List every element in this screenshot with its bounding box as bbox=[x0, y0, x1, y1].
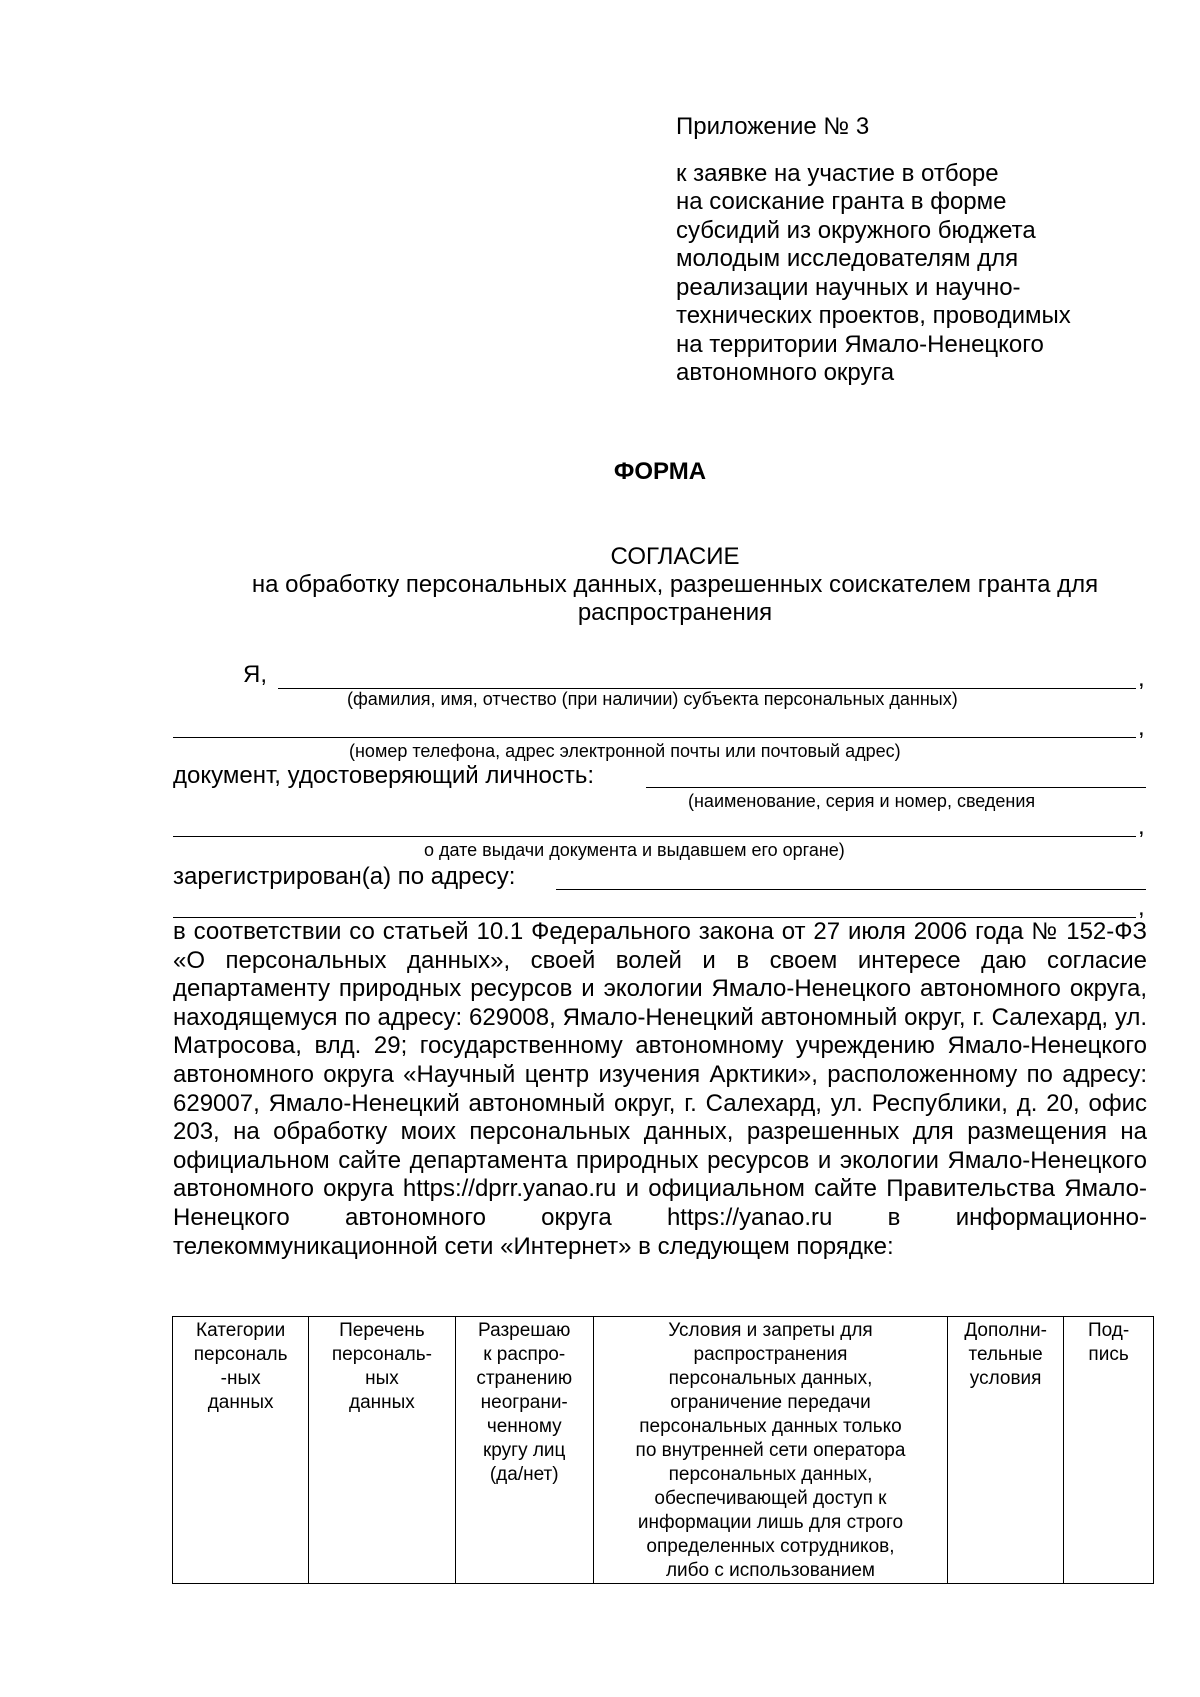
appendix-line: на соискание гранта в форме bbox=[676, 188, 1007, 215]
appendix-block bbox=[676, 113, 1136, 388]
consent-table bbox=[172, 1316, 1154, 1584]
cell-line: условия bbox=[969, 1368, 1042, 1389]
document-field[interactable] bbox=[646, 787, 1146, 788]
table-header-cell bbox=[1064, 1317, 1154, 1584]
comma: , bbox=[1138, 894, 1145, 921]
cell-line: странению bbox=[476, 1368, 573, 1389]
cell-line: Категории bbox=[196, 1320, 286, 1341]
consent-subtitle-line: распространения bbox=[577, 599, 773, 626]
address-field[interactable] bbox=[556, 889, 1146, 890]
cell-line: персональ bbox=[193, 1344, 288, 1365]
address-label: зарегистрирован(а) по адресу: bbox=[173, 863, 516, 890]
contact-field[interactable] bbox=[173, 737, 1136, 738]
appendix-line: на территории Ямало-Ненецкого bbox=[676, 330, 1044, 358]
appendix-line: автономного округа bbox=[676, 359, 895, 386]
comma: , bbox=[1138, 714, 1145, 741]
cell-line: Разрешаю bbox=[478, 1320, 571, 1341]
comma: , bbox=[1138, 813, 1145, 840]
cell-line: данных bbox=[349, 1392, 415, 1413]
document-hint: (наименование, серия и номер, сведения bbox=[688, 791, 1036, 811]
table-header-cell bbox=[455, 1317, 593, 1584]
cell-line: персональ- bbox=[331, 1344, 432, 1365]
consent-subtitle-line: на обработку персональных данных, разрешенных соискателем гранта для bbox=[251, 571, 1099, 598]
cell-line: по внутренней сети оператора bbox=[635, 1440, 906, 1461]
table-row bbox=[173, 1317, 1154, 1584]
cell-line: -ных bbox=[220, 1368, 261, 1389]
cell-line: либо с использованием bbox=[665, 1560, 875, 1581]
consent-body-text: в соответствии со статьей 10.1 Федерального закона от 27 июля 2006 года № 152-ФЗ «О персональных данных», своей волей и в своем интересе даю согласие департаменту природных ресурсов и экологии Ямало-Ненецкого автономного округа, находящемуся по адресу: 629008, Ямало-Ненецкий автономный округ, г. Салехард, ул. Матросова, влд. 29; государственному автономному учреждению Ямало-Ненецкого автономного округа «Научный центр изучения Арктики», расположенному по адресу: 629007, Ямало-Ненецкий автономный округ, г. Салехард, ул. Республики, д. 20, офис 203, на обработку моих персональных данных, разрешенных для размещения на официальном сайте департамента природных ресурсов и экологии Ямало-Ненецкого автономного округа https://dprr.yanao.ru и официальном сайте Правительства Ямало-Ненецкого автономного округа https://yanao.ru в информационно-телекоммуникационной сети «Интернет» в следующем порядке: bbox=[173, 918, 1147, 1260]
consent-heading: СОГЛАСИЕ bbox=[610, 543, 740, 570]
table-header-cell bbox=[948, 1317, 1064, 1584]
cell-line: Под- bbox=[1087, 1320, 1130, 1341]
document-hint: о дате выдачи документа и выдавшем его органе) bbox=[424, 840, 845, 860]
cell-line: определенных сотрудников, bbox=[646, 1536, 895, 1557]
cell-line: Условия и запреты для bbox=[668, 1320, 873, 1341]
cell-line: кругу лиц bbox=[482, 1440, 566, 1461]
table-header-cell bbox=[309, 1317, 455, 1584]
name-hint: (фамилия, имя, отчество (при наличии) субъекта персональных данных) bbox=[347, 689, 958, 709]
document-label: документ, удостоверяющий личность: bbox=[173, 762, 595, 789]
contact-hint: (номер телефона, адрес электронной почты или почтовый адрес) bbox=[349, 741, 901, 761]
cell-line: обеспечивающей доступ к bbox=[654, 1488, 887, 1509]
form-title: ФОРМА bbox=[613, 458, 707, 485]
cell-line: Перечень bbox=[339, 1320, 425, 1341]
cell-line: ченному bbox=[486, 1416, 562, 1437]
cell-line: информации лишь для строго bbox=[637, 1512, 904, 1533]
cell-line: неограни- bbox=[480, 1392, 568, 1413]
table-header-cell bbox=[173, 1317, 309, 1584]
i-label: Я, bbox=[243, 661, 267, 688]
appendix-line: молодым исследователям для bbox=[676, 245, 1019, 272]
cell-line: пись bbox=[1088, 1344, 1129, 1365]
document-details-field[interactable] bbox=[173, 836, 1136, 837]
cell-line: данных bbox=[207, 1392, 274, 1413]
cell-line: распространения bbox=[693, 1344, 848, 1365]
table-header-cell bbox=[593, 1317, 947, 1584]
appendix-title: Приложение № 3 bbox=[676, 113, 870, 140]
cell-line: персональных данных, bbox=[668, 1368, 873, 1389]
cell-line: тельные bbox=[968, 1344, 1043, 1365]
cell-line: к распро- bbox=[483, 1344, 566, 1365]
cell-line: Дополни- bbox=[964, 1320, 1047, 1341]
comma: , bbox=[1138, 665, 1145, 692]
cell-line: (да/нет) bbox=[489, 1464, 559, 1485]
consent-title bbox=[170, 543, 1180, 627]
appendix-line: реализации научных и научно- bbox=[676, 273, 1021, 301]
appendix-line: субсидий из окружного бюджета bbox=[676, 216, 1036, 244]
cell-line: ных bbox=[365, 1368, 399, 1389]
cell-line: персональных данных только bbox=[639, 1416, 902, 1437]
appendix-line: к заявке на участие в отборе bbox=[676, 159, 999, 187]
appendix-line: технических проектов, проводимых bbox=[676, 302, 1071, 329]
cell-line: ограничение передачи bbox=[670, 1392, 871, 1413]
cell-line: персональных данных, bbox=[668, 1464, 873, 1485]
